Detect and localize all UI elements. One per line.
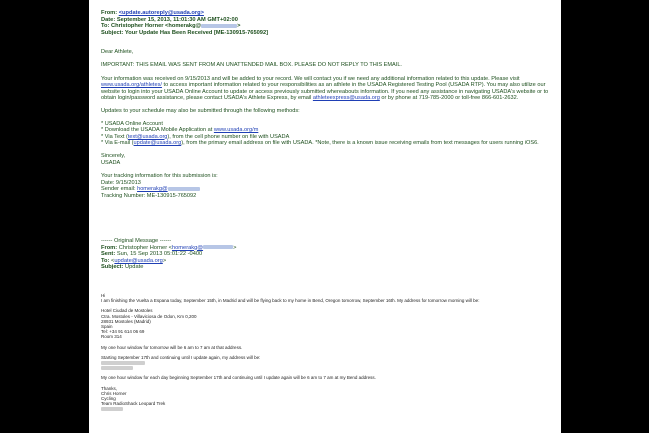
- message-thanks: Thanks,: [101, 385, 118, 391]
- method-mobile-app: * Download the USADA Mobile Application at www.usada.org/m: [101, 127, 259, 134]
- address-line: 28931 Mostoles (Madrid): [101, 318, 151, 324]
- method-text: * Via Text (text@usada.org), from the cell phone number on file with USADA: [101, 133, 290, 140]
- tracking-sender: Sender email: homerakg@: [101, 186, 557, 192]
- message-line1: I am finishing the Vuelta a Espana today, September 15th, in Madrid and will be flying back to my home in Bend, Oregon tomorrow, September 16th. My address for tomorrow morning will be:: [101, 298, 480, 304]
- email-sheet: [89, 0, 561, 433]
- original-message-body: [101, 293, 557, 412]
- original-message-header: [101, 238, 557, 271]
- redacted-email: [203, 245, 233, 249]
- original-to-row: To: <update@usada.org>: [101, 257, 167, 264]
- date-label: Date:: [101, 16, 116, 23]
- original-from-row: From: Christopher Horner <homerakg@ >: [101, 244, 237, 251]
- date-row: [101, 17, 557, 24]
- sender-email-link[interactable]: homerakg@: [137, 186, 168, 193]
- email-body: [101, 49, 557, 199]
- date-value: September 15, 2013, 11:01:30 AM GMT+02:00: [116, 16, 238, 23]
- redacted-email: [201, 24, 237, 28]
- from-row: [101, 10, 557, 17]
- greeting: Dear Athlete,: [101, 49, 134, 55]
- signoff: Sincerely,: [101, 153, 126, 160]
- signature-line: Chris Horner: [101, 390, 127, 396]
- redacted-phone: [101, 406, 557, 411]
- from-address-link[interactable]: <update.autoreply@usada.org>: [118, 10, 204, 16]
- original-subject-row: Subject: Update: [101, 264, 144, 271]
- original-sent-row: Sent: Sun, 15 Sep 2013 05:01:22 -0400: [101, 251, 203, 258]
- subject-row: [101, 30, 557, 37]
- to-value: Christopher Horner <homerakg@: [111, 23, 202, 30]
- original-to-link[interactable]: update@usada.org: [114, 257, 163, 264]
- redacted-address: [101, 365, 557, 370]
- message-window1: My one hour window for tomorrow will be 6 am to 7 am at that address.: [101, 344, 243, 350]
- subject-value: Your Update Has Been Received [ME-130915-765092]: [124, 29, 269, 36]
- signer: USADA: [101, 159, 121, 166]
- original-from-link[interactable]: homerakg@: [171, 244, 204, 251]
- message-hi: Hi: [101, 293, 106, 298]
- important-notice: IMPORTANT: THIS EMAIL WAS SENT FROM AN UNATTENDED MAIL BOX. PLEASE DO NOT REPLY TO THIS EMAIL.: [101, 62, 402, 69]
- tracking-number: Tracking Number: ME-130915-765092: [101, 192, 197, 199]
- message-starting: Starting September 17th and continuing until I update again, my address will be:: [101, 354, 261, 360]
- method-email: * Via E-mail (update@usada.org), from the primary email address on file with USADA. *Note, there is a known issue receiving emails from text messages for users running iOS6.: [101, 140, 539, 147]
- method-online-account: * USADA Online Account: [101, 120, 163, 127]
- signature-line: Team RadioShack Leopard Trek: [101, 401, 166, 407]
- to-row: To: Christopher Horner <homerakg@ >: [101, 23, 241, 30]
- update-email-link[interactable]: update@usada.org: [133, 140, 182, 147]
- from-label: From:: [101, 10, 118, 16]
- email-header: [101, 10, 557, 36]
- address-line: Ctra. Mostoles - Villaviciosa de Odon, Km 0,200: [101, 313, 197, 319]
- tracking-date: Date: 9/15/2013: [101, 179, 141, 186]
- text-email-link[interactable]: text@usada.org: [127, 133, 168, 140]
- address-line: Hotel Ciudad de Mostoles: [101, 308, 153, 314]
- athlete-express-link[interactable]: athleteexpress@usada.org: [312, 95, 380, 102]
- signature-line: Cycling: [101, 396, 116, 402]
- subject-label: Subject:: [101, 29, 124, 36]
- original-divider: ------ Original Message ------: [101, 238, 172, 244]
- athletes-link[interactable]: www.usada.org/athletes/: [101, 82, 162, 89]
- redacted-email: [168, 187, 200, 191]
- tracking-intro: Your tracking information for this submission is:: [101, 173, 218, 180]
- methods-intro: Updates to your schedule may also be submitted through the following methods:: [101, 108, 300, 115]
- to-label: To:: [101, 23, 110, 30]
- address-line: Tel: +34 91 614 06 69: [101, 329, 145, 335]
- address-line: Room 314: [101, 334, 122, 340]
- info-paragraph: Your information was received on 9/15/2013 and will be added to your record. We will contact you if we need any additional information related to this update. Please visit www.usada.org/athletes/ to access important information related to your responsibilities as an athlete in the USADA Registered Testing Pool (USADA RTP). You may also utilize our website to login into your USADA Online Account to update or access previously submitted whereabouts information. If you need any assistance in navigating USADA's website or to obtain login/password assistance, please contact USADA's Athlete Express, by email athleteexpress@usada.org or by phone at 719-785-2000 or toll-free 866-601-2632.: [101, 75, 549, 102]
- address-line: Spain: [101, 324, 113, 330]
- mobile-app-link[interactable]: www.usada.org/m: [213, 127, 259, 134]
- message-window2: My one hour window for each day beginning September 17th and continuing until I update again will be 6 am to 7 am at my Bend address.: [101, 375, 376, 381]
